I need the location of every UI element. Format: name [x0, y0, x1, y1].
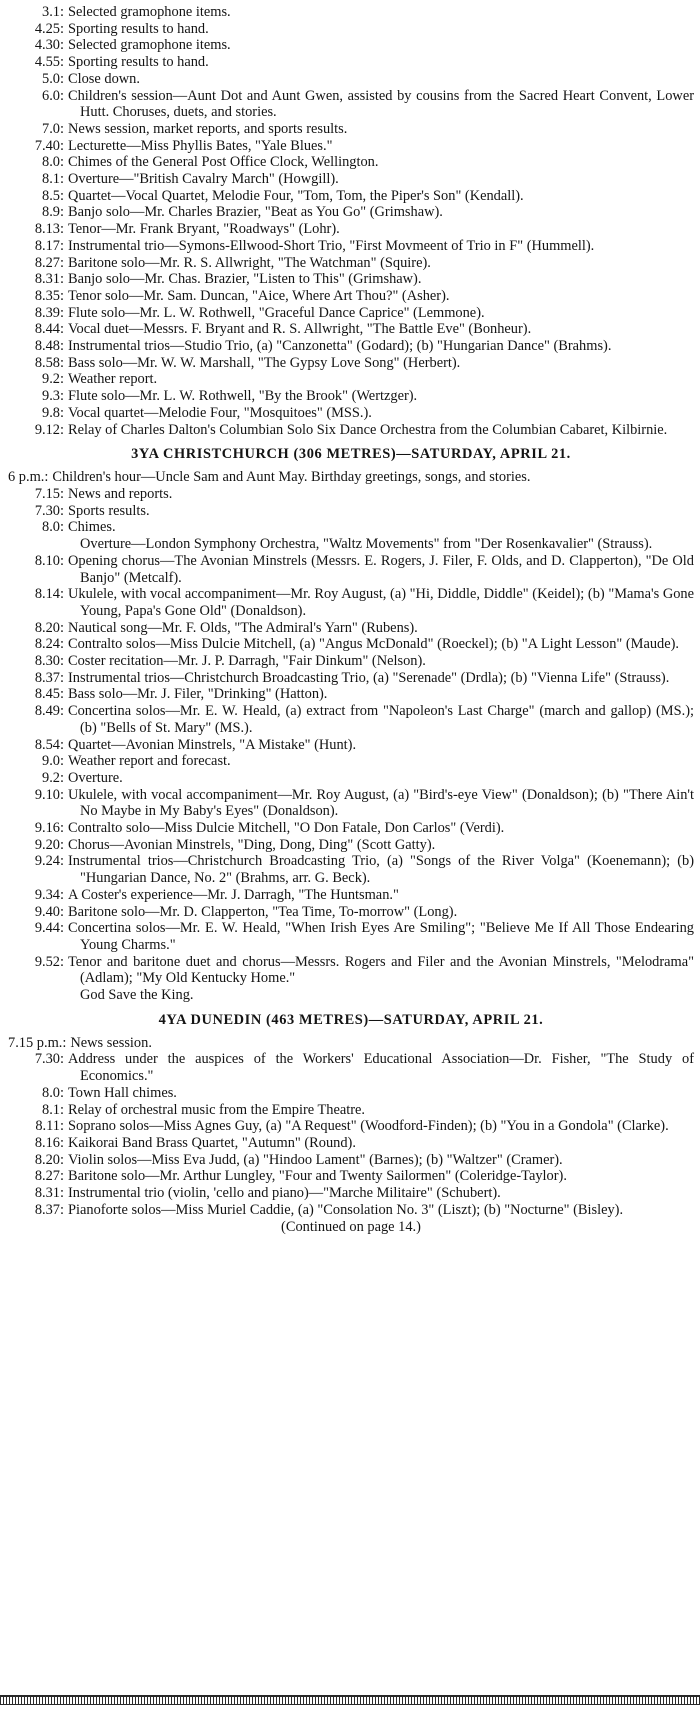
entry-time: 9.8:: [42, 404, 64, 421]
programme-entry: [8, 653, 694, 670]
programme-entry: [8, 138, 694, 155]
entry-text: Weather report.: [68, 371, 158, 388]
entry-time: 9.34:: [34, 886, 64, 903]
entry-time: 9.12:: [34, 421, 64, 438]
entry-time: 8.44:: [34, 321, 64, 338]
programme-entry: [8, 586, 694, 619]
entry-text: Weather report and forecast.: [68, 753, 231, 770]
entry-text: Violin solos—Miss Eva Judd, (a) "Hindoo Lament" (Barnes); (b) "Waltzer" (Cramer).: [68, 1151, 563, 1168]
entry-text: Bass solo—Mr. J. Filer, "Drinking" (Hatton).: [68, 686, 328, 703]
entry-text: Banjo solo—Mr. Chas. Brazier, "Listen to This" (Grimshaw).: [68, 271, 422, 288]
programme-entry: [8, 388, 694, 405]
programme-entry: [8, 188, 694, 205]
entry-time: 8.11:: [35, 1118, 64, 1135]
programme-entry: [8, 371, 694, 388]
entry-time: 8.20:: [34, 619, 64, 636]
entry-text: Quartet—Vocal Quartet, Melodie Four, "Tom, Tom, the Piper's Son" (Kendall).: [68, 187, 524, 204]
programme-entry: [8, 405, 694, 422]
christchurch-heading: 3YA CHRISTCHURCH (306 METRES)—SATURDAY, APRIL 21.: [131, 446, 571, 463]
entry-time: 8.58:: [34, 354, 64, 371]
entry-time: 8.13:: [34, 221, 64, 238]
entry-text: Coster recitation—Mr. J. P. Darragh, "Fair Dinkum" (Nelson).: [68, 653, 426, 670]
programme-entry: [8, 1102, 694, 1119]
programme-entry: [8, 636, 694, 653]
entry-text: Opening chorus—The Avonian Minstrels (Messrs. E. Rogers, J. Filer, F. Olds, and D. Clapperton), "De Old Banjo" (Metcalf).: [68, 552, 694, 586]
entry-time: 9.20:: [34, 836, 64, 853]
entry-text: Sporting results to hand.: [68, 54, 209, 71]
christchurch-programme: [8, 469, 694, 1004]
programme-entry: [8, 620, 694, 637]
entry-text: News session, market reports, and sports results.: [68, 120, 348, 137]
entry-time: 9.2:: [42, 371, 64, 388]
programme-entry: [8, 670, 694, 687]
entry-text: News and reports.: [68, 485, 173, 502]
entry-time: 7.0:: [42, 120, 64, 137]
entry-text: Baritone solo—Mr. R. S. Allwright, "The Watchman" (Squire).: [68, 254, 431, 271]
programme-entry: [8, 1085, 694, 1102]
entry-text: Pianoforte solos—Miss Muriel Caddie, (a) "Consolation No. 3" (Liszt); (b) "Nocturne" (Bisley).: [68, 1201, 624, 1218]
programme-entry: [8, 853, 694, 886]
entry-time: 8.0:: [42, 1084, 64, 1101]
entry-text: Vocal quartet—Melodie Four, "Mosquitoes" (MSS.).: [68, 404, 372, 421]
entry-time: 6.0:: [42, 87, 64, 104]
entry-time: 7.30:: [34, 1051, 64, 1068]
entry-text: Overture—"British Cavalry March" (Howgill).: [68, 171, 339, 188]
wellington-programme: [8, 4, 694, 438]
programme-entry: [8, 54, 694, 71]
dunedin-heading: 4YA DUNEDIN (463 METRES)—SATURDAY, APRIL 21.: [158, 1011, 544, 1028]
entry-time: 8.27:: [34, 1168, 64, 1185]
entry-time: 8.45:: [34, 686, 64, 703]
programme-entry: [8, 1185, 694, 1202]
entry-time: 4.25:: [34, 20, 64, 37]
entry-time: 4.55:: [34, 54, 64, 71]
entry-text: Lecturette—Miss Phyllis Bates, "Yale Blues.": [68, 137, 333, 154]
entry-time: 8.14:: [34, 586, 64, 603]
entry-text: Contralto solo—Miss Dulcie Mitchell, "O Don Fatale, Don Carlos" (Verdi).: [68, 820, 505, 837]
entry-text: Overture—London Symphony Orchestra, "Waltz Movements" from "Der Rosenkavalier" (Strauss).: [80, 536, 653, 553]
entry-text: Nautical song—Mr. F. Olds, "The Admiral's Yarn" (Rubens).: [68, 619, 418, 636]
programme-entry: [8, 837, 694, 854]
programme-entry: [8, 88, 694, 121]
continued-note: [8, 1219, 694, 1236]
entry-text: Contralto solos—Miss Dulcie Mitchell, (a) "Angus McDonald" (Roeckel); (b) "A Light Lesson" (Maude).: [68, 636, 680, 653]
entry-text: Instrumental trios—Christchurch Broadcasting Trio, (a) "Serenade" (Drdla); (b) "Vienna Life" (Strauss).: [68, 669, 670, 686]
entry-time: 8.9:: [42, 204, 64, 221]
entry-text: Chimes of the General Post Office Clock, Wellington.: [68, 154, 379, 171]
entry-time: 8.35:: [34, 287, 64, 304]
entry-text: Concertina solos—Mr. E. W. Heald, (a) extract from "Napoleon's Last Charge" (march and gallop) (MS.); (b) "Bells of St. Mary" (MS.).: [68, 703, 694, 736]
programme-entry: [8, 1035, 694, 1052]
programme-entry: [8, 1168, 694, 1185]
entry-time: 8.1:: [42, 1101, 64, 1118]
entry-time: 8.48:: [34, 338, 64, 355]
entry-text: Concertina solos—Mr. E. W. Heald, "When Irish Eyes Are Smiling"; "Believe Me If All Those Endearing Young Charms.": [68, 920, 694, 953]
entry-text: Soprano solos—Miss Agnes Guy, (a) "A Request" (Woodford-Finden); (b) "You in a Gondola" (Clarke).: [68, 1118, 669, 1135]
entry-time: 7.40:: [34, 137, 64, 154]
entry-text: News session.: [70, 1034, 152, 1051]
programme-entry: [8, 238, 694, 255]
entry-time: 8.49:: [34, 703, 64, 720]
entry-text: Chorus—Avonian Minstrels, "Ding, Dong, Ding" (Scott Gatty).: [68, 836, 436, 853]
entry-text: Tenor solo—Mr. Sam. Duncan, "Aice, Where Art Thou?" (Asher).: [68, 287, 450, 304]
entry-text: Banjo solo—Mr. Charles Brazier, "Beat as You Go" (Grimshaw).: [68, 204, 443, 221]
entry-time: 8.37:: [34, 1201, 64, 1218]
programme-entry: [8, 321, 694, 338]
entry-text: Address under the auspices of the Workers' Educational Association—Dr. Fisher, "The Study of Economics.": [68, 1051, 694, 1085]
entry-text: Close down.: [68, 70, 140, 87]
entry-time: 8.0:: [42, 519, 64, 536]
programme-entry: [8, 469, 694, 486]
programme-entry: [8, 255, 694, 272]
entry-time: 5.0:: [42, 70, 64, 87]
programme-entry: [8, 338, 694, 355]
programme-entry: [8, 503, 694, 520]
programme-entry: [8, 355, 694, 372]
entry-text: A Coster's experience—Mr. J. Darragh, "The Huntsman.": [68, 886, 399, 903]
entry-time: 8.10:: [34, 552, 64, 569]
entry-text: Sports results.: [68, 502, 150, 519]
programme-entry: [8, 737, 694, 754]
programme-entry: [8, 887, 694, 904]
entry-text: Quartet—Avonian Minstrels, "A Mistake" (Hunt).: [68, 736, 357, 753]
entry-text: Kaikorai Band Brass Quartet, "Autumn" (Round).: [68, 1135, 356, 1151]
entry-time: 8.37:: [34, 669, 64, 686]
entry-text: Instrumental trio—Symons-Ellwood-Short Trio, "First Movmeent of Trio in F" (Hummell).: [68, 237, 595, 254]
entry-time: 9.0:: [42, 753, 64, 770]
entry-text: God Save the King.: [80, 987, 194, 1004]
entry-time: 7.30:: [34, 502, 64, 519]
programme-entry: [8, 753, 694, 770]
page-bottom-rule: [0, 1695, 700, 1705]
entry-text: Baritone solo—Mr. D. Clapperton, "Tea Time, To-morrow" (Long).: [68, 903, 458, 920]
entry-text: Baritone solo—Mr. Arthur Lungley, "Four and Twenty Sailormen" (Coleridge-Taylor).: [68, 1168, 567, 1185]
entry-text: Town Hall chimes.: [68, 1084, 177, 1101]
entry-time: 8.0:: [42, 154, 64, 171]
programme-entry: [8, 1135, 694, 1152]
dunedin-programme: [8, 1035, 694, 1219]
entry-time: 8.17:: [34, 237, 64, 254]
entry-time: 9.16:: [34, 820, 64, 837]
entry-text: Tenor and baritone duet and chorus—Messrs. Rogers and Filer and the Avonian Minstrels, "Melodrama" (Adlam); "My Old Kentucky Home.": [68, 953, 694, 987]
programme-entry: [8, 1051, 694, 1084]
programme-entry: [8, 221, 694, 238]
entry-text: Children's session—Aunt Dot and Aunt Gwen, assisted by cousins from the Sacred Heart Convent, Lower Hutt. Choruses, duets, and stories.: [68, 87, 694, 121]
entry-time: 8.54:: [34, 736, 64, 753]
entry-time: 7.15 p.m.:: [8, 1034, 67, 1051]
programme-entry: [8, 204, 694, 221]
programme-entry: [8, 271, 694, 288]
entry-text: Relay of Charles Dalton's Columbian Solo Six Dance Orchestra from the Columbian Cabaret, Kilbirnie.: [68, 421, 668, 438]
programme-entry: [8, 486, 694, 503]
programme-entry: [8, 553, 694, 586]
programme-entry: [8, 987, 694, 1004]
entry-text: Ukulele, with vocal accompaniment—Mr. Roy August, (a) "Hi, Diddle, Diddle" (Keidel); (b) "Mama's Gone Young, Papa's Gone Old" (Donaldson).: [68, 586, 694, 619]
entry-time: 9.24:: [34, 853, 64, 870]
entry-time: 8.27:: [34, 254, 64, 271]
programme-entry: [8, 954, 694, 987]
programme-entry: [8, 422, 694, 439]
entry-text: Ukulele, with vocal accompaniment—Mr. Roy August, (a) "Bird's-eye View" (Donaldson); (b) "There Ain't No Maybe in My Baby's Eyes" (Donaldson).: [68, 786, 694, 820]
programme-entry: [8, 1202, 694, 1219]
programme-entry: [8, 920, 694, 953]
programme-entry: [8, 288, 694, 305]
entry-time: 8.5:: [42, 187, 64, 204]
programme-entry: [8, 71, 694, 88]
entry-time: 9.44:: [34, 920, 64, 937]
entry-text: Children's hour—Uncle Sam and Aunt May. Birthday greetings, songs, and stories.: [52, 469, 531, 486]
entry-text: Bass solo—Mr. W. W. Marshall, "The Gypsy Love Song" (Herbert).: [68, 354, 461, 371]
entry-text: Tenor—Mr. Frank Bryant, "Roadways" (Lohr).: [68, 221, 340, 238]
entry-text: Chimes.: [68, 519, 116, 536]
programme-entry: [8, 154, 694, 171]
programme-entry: [8, 1118, 694, 1135]
entry-time: 8.30:: [34, 653, 64, 670]
entry-time: 9.52:: [34, 953, 64, 970]
programme-entry: [8, 4, 694, 21]
entry-time: 9.3:: [42, 388, 64, 405]
entry-text: Overture.: [68, 769, 123, 786]
programme-entry: [8, 121, 694, 138]
entry-time: 9.2:: [42, 769, 64, 786]
entry-text: Selected gramophone items.: [68, 37, 231, 54]
entry-time: 8.16:: [34, 1135, 64, 1151]
entry-text: Relay of orchestral music from the Empire Theatre.: [68, 1101, 366, 1118]
entry-time: 9.10:: [34, 786, 64, 803]
programme-entry: [8, 536, 694, 553]
entry-time: 8.31:: [34, 1185, 64, 1202]
entry-text: Instrumental trios—Studio Trio, (a) "Canzonetta" (Godard); (b) "Hungarian Dance" (Brahms).: [68, 338, 612, 355]
programme-entry: [8, 305, 694, 322]
entry-time: 6 p.m.:: [8, 469, 49, 486]
entry-time: 8.24:: [34, 636, 64, 653]
programme-entry: [8, 1152, 694, 1169]
entry-text: Vocal duet—Messrs. F. Bryant and R. S. Allwright, "The Battle Eve" (Bonheur).: [68, 321, 532, 338]
entry-time: 8.20:: [34, 1151, 64, 1168]
entry-time: 8.39:: [34, 304, 64, 321]
programme-entry: [8, 171, 694, 188]
programme-entry: [8, 686, 694, 703]
entry-time: 9.40:: [34, 903, 64, 920]
programme-entry: [8, 787, 694, 820]
entry-text: Instrumental trio (violin, 'cello and piano)—"Marche Militaire" (Schubert).: [68, 1185, 501, 1202]
programme-entry: [8, 519, 694, 536]
programme-entry: [8, 904, 694, 921]
programme-entry: [8, 703, 694, 736]
entry-text: Instrumental trios—Christchurch Broadcasting Trio, (a) "Songs of the River Volga" (Koenemann); (b) "Hungarian Dance, No. 2" (Brahms, arr. G. Beck).: [68, 853, 694, 887]
programme-entry: [8, 820, 694, 837]
entry-text: Sporting results to hand.: [68, 20, 209, 37]
programme-entry: [8, 770, 694, 787]
continued-text: (Continued on page 14.): [281, 1218, 421, 1235]
programme-entry: [8, 37, 694, 54]
entry-time: 4.30:: [34, 37, 64, 54]
entry-time: 3.1:: [42, 4, 64, 20]
entry-time: 8.1:: [42, 171, 64, 188]
entry-text: Selected gramophone items.: [68, 4, 231, 20]
entry-time: 7.15:: [34, 485, 64, 502]
entry-text: Flute solo—Mr. L. W. Rothwell, "By the Brook" (Wertzger).: [68, 388, 418, 405]
entry-time: 8.31:: [34, 271, 64, 288]
entry-text: Flute solo—Mr. L. W. Rothwell, "Graceful Dance Caprice" (Lemmone).: [68, 304, 485, 321]
programme-entry: [8, 21, 694, 38]
